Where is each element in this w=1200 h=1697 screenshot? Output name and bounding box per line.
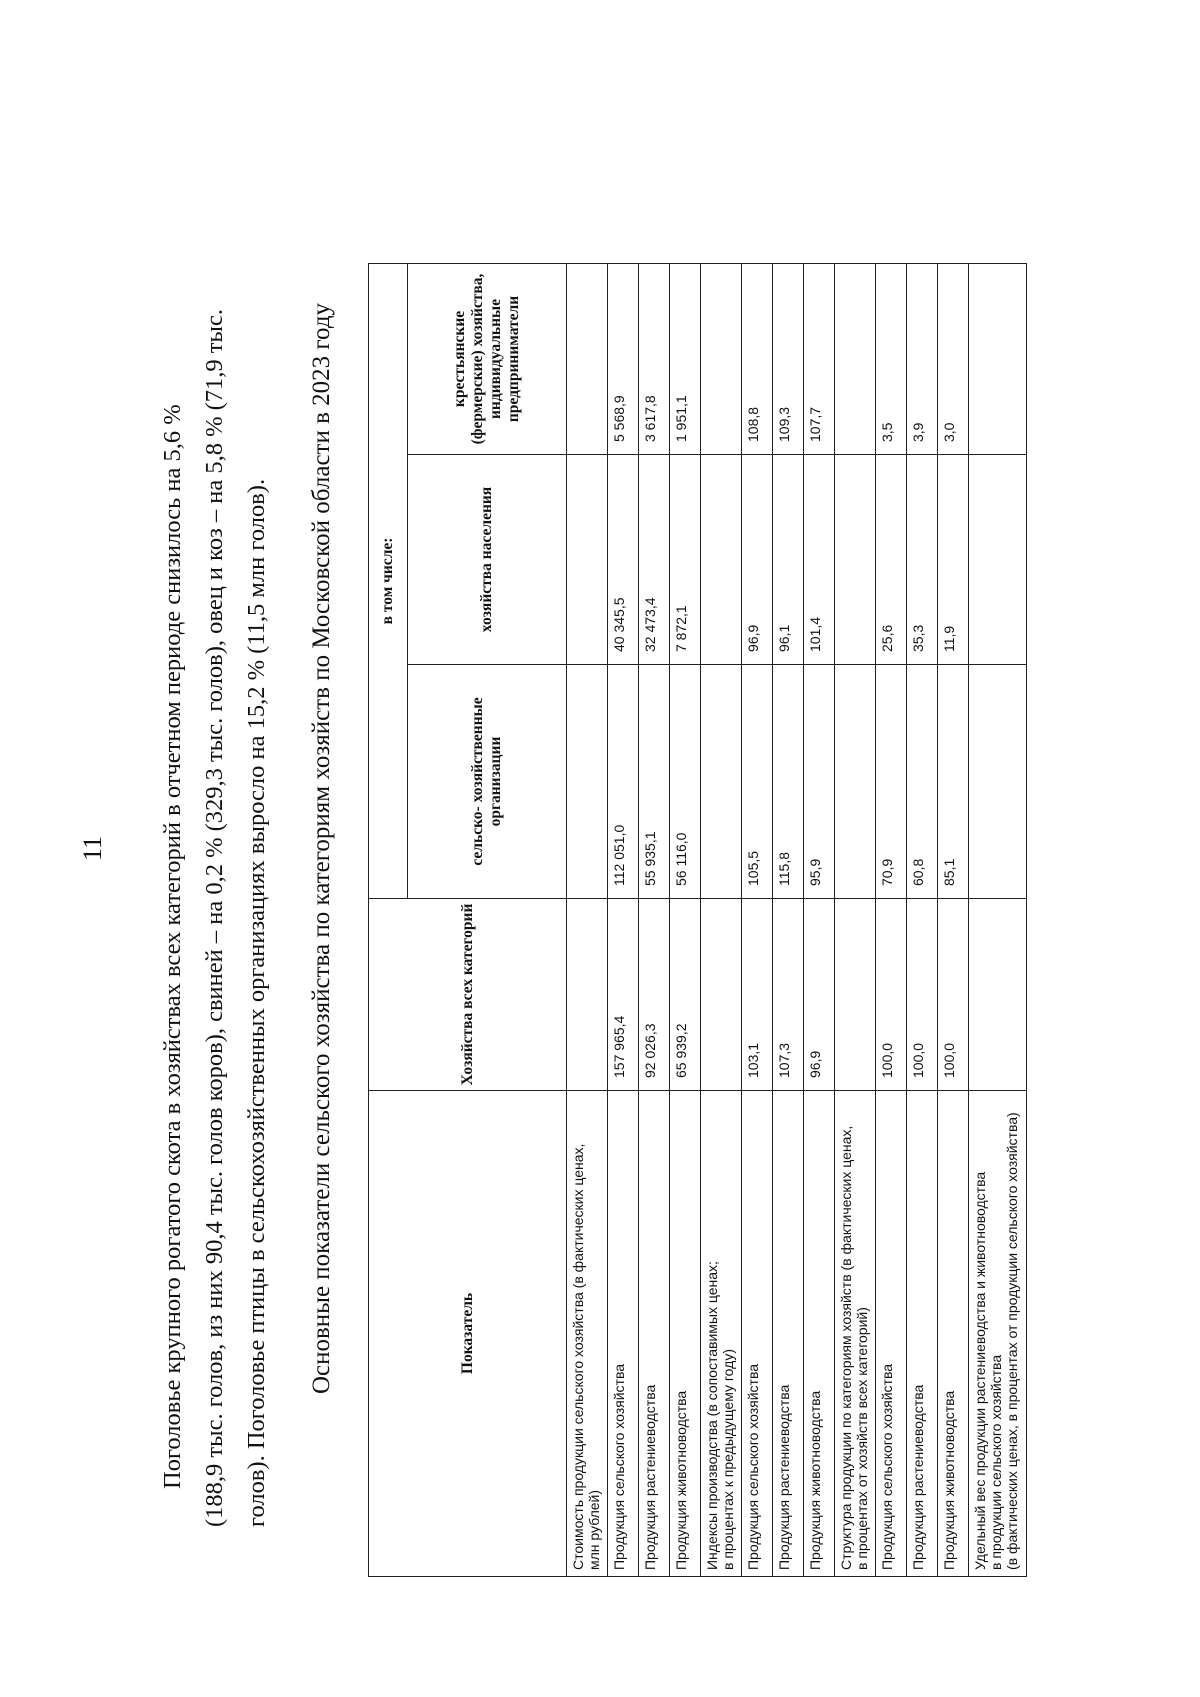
cell-agri-organizations: 70,9: [876, 665, 907, 899]
table-row: [835, 263, 876, 1576]
cell-households: 35,3: [907, 455, 938, 665]
table-row: [670, 263, 701, 1576]
cell-all-categories: 65 939,2: [670, 899, 701, 1091]
table-row: [567, 263, 608, 1576]
cell-farms: 3,0: [938, 263, 969, 454]
header-all-categories: Хозяйства всех категорий: [369, 899, 567, 1091]
cell-households: 25,6: [876, 455, 907, 665]
row-label: Удельный вес продукции растениеводства и животноводства в продукции сельского хозяйства (в фактических ценах, в процентах от продукции сельского хозяйства): [969, 1091, 1027, 1577]
cell-farms: 1 951,1: [670, 263, 701, 454]
table-row: [639, 263, 670, 1576]
row-label: Стоимость продукции сельского хозяйства (в фактических ценах, млн рублей): [567, 1091, 608, 1577]
cell-agri-organizations: 85,1: [938, 665, 969, 899]
cell-households: [969, 455, 1027, 665]
table-row: [969, 263, 1027, 1576]
row-label: Структура продукции по категориям хозяйств (в фактических ценах, в процентах от хозяйств всех категорий): [835, 1091, 876, 1577]
cell-agri-organizations: [969, 665, 1027, 899]
cell-agri-organizations: [835, 665, 876, 899]
paragraph-line-3: голов). Поголовье птицы в сельскохозяйственных организациях выросло на 15,2 % (11,5 млн голов).: [243, 478, 270, 1527]
cell-farms: 3 617,8: [639, 263, 670, 454]
cell-households: 32 473,4: [639, 455, 670, 665]
cell-all-categories: 100,0: [938, 899, 969, 1091]
row-label: Продукция животноводства: [804, 1091, 835, 1577]
row-label: Продукция сельского хозяйства: [876, 1091, 907, 1577]
header-farms: крестьянские (фермерские) хозяйства, индивидуальные предприниматели: [408, 263, 567, 454]
cell-all-categories: [969, 899, 1027, 1091]
indicators-table: [368, 263, 1027, 1577]
row-label: Продукция сельского хозяйства: [742, 1091, 773, 1577]
cell-agri-organizations: [701, 665, 742, 899]
page-number: 11: [78, 835, 107, 862]
table-row: [773, 263, 804, 1576]
cell-agri-organizations: 56 116,0: [670, 665, 701, 899]
cell-households: 101,4: [804, 455, 835, 665]
cell-farms: [835, 263, 876, 454]
cell-agri-organizations: 60,8: [907, 665, 938, 899]
row-label: Продукция животноводства: [670, 1091, 701, 1577]
cell-farms: 3,9: [907, 263, 938, 454]
cell-farms: 109,3: [773, 263, 804, 454]
cell-households: 40 345,5: [608, 455, 639, 665]
table-row: [701, 263, 742, 1576]
cell-all-categories: 107,3: [773, 899, 804, 1091]
row-label: Продукция растениеводства: [773, 1091, 804, 1577]
cell-farms: [567, 263, 608, 454]
cell-all-categories: 103,1: [742, 899, 773, 1091]
cell-households: 96,9: [742, 455, 773, 665]
cell-all-categories: [567, 899, 608, 1091]
header-indicator: Показатель: [369, 1091, 567, 1577]
cell-all-categories: 100,0: [907, 899, 938, 1091]
cell-agri-organizations: 55 935,1: [639, 665, 670, 899]
cell-households: [567, 455, 608, 665]
cell-farms: [701, 263, 742, 454]
header-agri-organizations: сельско- хозяйственные организации: [408, 665, 567, 899]
cell-households: 11,9: [938, 455, 969, 665]
row-label: Индексы производства (в сопоставимых ценах; в процентах к предыдущему году): [701, 1091, 742, 1577]
cell-farms: 107,7: [804, 263, 835, 454]
table-title: Основные показатели сельского хозяйства по категориям хозяйств по Московской области в 2023 году: [308, 302, 335, 1395]
cell-all-categories: 96,9: [804, 899, 835, 1091]
table-row: [608, 263, 639, 1576]
row-label: Продукция сельского хозяйства: [608, 1091, 639, 1577]
cell-farms: 108,8: [742, 263, 773, 454]
cell-farms: 3,5: [876, 263, 907, 454]
cell-agri-organizations: 95,9: [804, 665, 835, 899]
table-row: [742, 263, 773, 1576]
header-including: в том числе:: [369, 263, 408, 898]
cell-farms: 5 568,9: [608, 263, 639, 454]
cell-all-categories: [701, 899, 742, 1091]
cell-all-categories: 157 965,4: [608, 899, 639, 1091]
row-label: Продукция растениеводства: [639, 1091, 670, 1577]
table-row: [907, 263, 938, 1576]
intro-paragraph: [152, 187, 278, 1527]
table-row: [804, 263, 835, 1576]
cell-households: 7 872,1: [670, 455, 701, 665]
cell-households: [835, 455, 876, 665]
cell-all-categories: [835, 899, 876, 1091]
row-label: Продукция растениеводства: [907, 1091, 938, 1577]
table-row: [876, 263, 907, 1576]
cell-agri-organizations: [567, 665, 608, 899]
cell-households: [701, 455, 742, 665]
table-body: [567, 263, 1027, 1576]
cell-farms: [969, 263, 1027, 454]
cell-households: 96,1: [773, 455, 804, 665]
paragraph-line-1: Поголовье крупного рогатого скота в хозяйствах всех категорий в отчетном периоде снизилось на 5,6 %: [159, 404, 186, 1489]
cell-all-categories: 92 026,3: [639, 899, 670, 1091]
cell-agri-organizations: 112 051,0: [608, 665, 639, 899]
header-households: хозяйства населения: [408, 455, 567, 665]
paragraph-line-2: (188,9 тыс. голов, из них 90,4 тыс. голов коров), свиней – на 0,2 % (329,3 тыс. голов), овец и коз – на 5,8 % (71,9 тыс.: [201, 309, 228, 1527]
table-row: [938, 263, 969, 1576]
cell-agri-organizations: 115,8: [773, 665, 804, 899]
cell-all-categories: 100,0: [876, 899, 907, 1091]
cell-agri-organizations: 105,5: [742, 665, 773, 899]
row-label: Продукция животноводства: [938, 1091, 969, 1577]
